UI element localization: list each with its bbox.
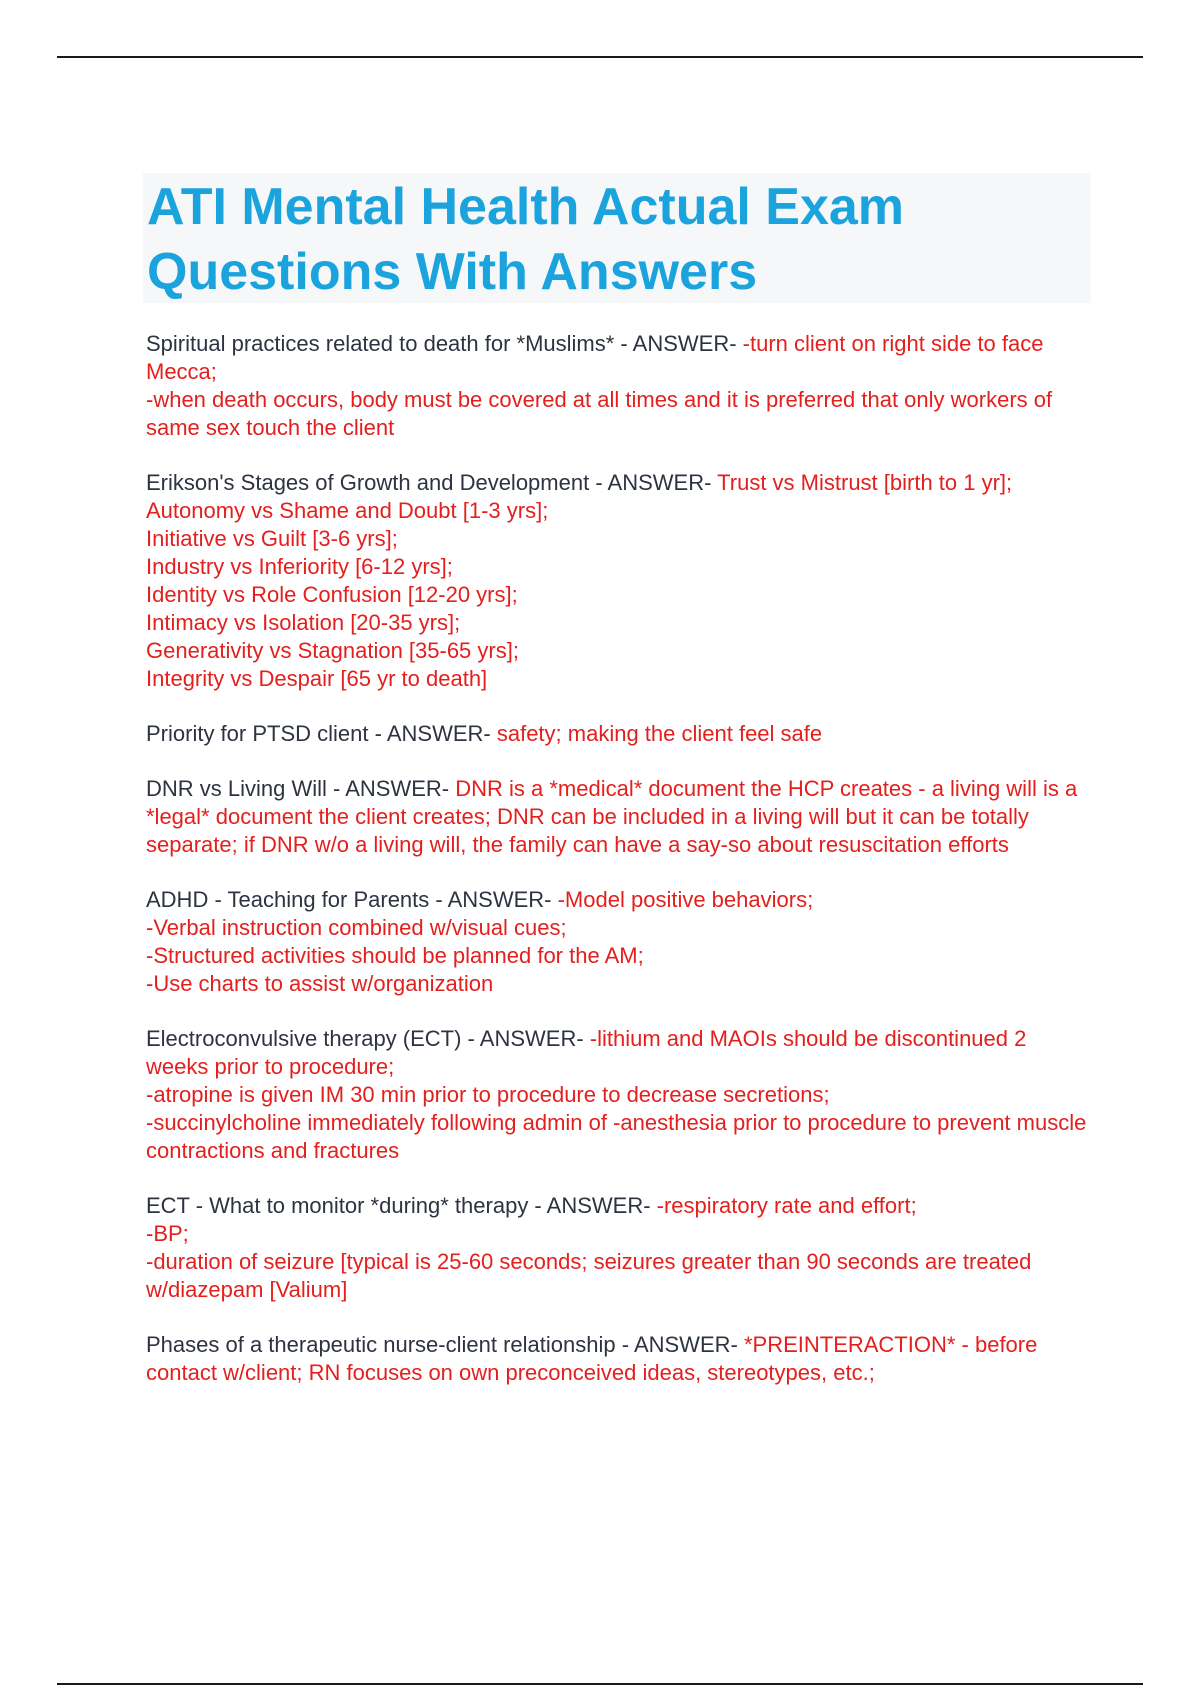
qa-item	[146, 1025, 1091, 1165]
qa-item	[146, 330, 1091, 442]
qa-item	[146, 886, 1091, 998]
footer-rule	[57, 1683, 1143, 1685]
answer-text: -turn client on right side to face Mecca; -when death occurs, body must be covered at all times and it is preferred that only workers of same sex touch the client	[146, 331, 1053, 440]
question-text: Priority for PTSD client - ANSWER-	[146, 721, 497, 746]
qa-item	[146, 1192, 1091, 1304]
header-rule	[57, 56, 1143, 58]
question-text: Spiritual practices related to death for *Muslims* - ANSWER-	[146, 331, 743, 356]
question-text: ECT - What to monitor *during* therapy - ANSWER-	[146, 1193, 657, 1218]
answer-text: -Model positive behaviors; -Verbal instruction combined w/visual cues; -Structured activities should be planned for the AM; -Use charts to assist w/organization	[146, 887, 814, 996]
question-text: Phases of a therapeutic nurse-client relationship - ANSWER-	[146, 1332, 744, 1357]
question-text: Electroconvulsive therapy (ECT) - ANSWER-	[146, 1026, 590, 1051]
answer-text: -lithium and MAOIs should be discontinued 2 weeks prior to procedure; -atropine is given IM 30 min prior to procedure to decrease secretions; -succinylcholine immediately following admin of -anesthesia prior to procedure to prevent muscle contractions and fractures	[146, 1026, 1087, 1163]
qa-item	[146, 720, 1091, 748]
qa-item	[146, 775, 1091, 859]
title-block	[143, 173, 1091, 303]
answer-text: *PREINTERACTION* - before contact w/client; RN focuses on own preconceived ideas, stereotypes, etc.;	[146, 1332, 1044, 1385]
qa-list	[146, 330, 1091, 1414]
answer-text: safety; making the client feel safe	[496, 721, 823, 746]
qa-item	[146, 469, 1091, 693]
answer-text: Trust vs Mistrust [birth to 1 yr]; Autonomy vs Shame and Doubt [1-3 yrs]; Initiative vs Guilt [3-6 yrs]; Industry vs Inferiority [6-12 yrs]; Identity vs Role Confusion [12-20 yrs]; Intimacy vs Isolation [20-35 yrs]; Generativity vs Stagnation [35-65 yrs]; Integrity vs Despair [65 yr to death]	[146, 470, 1013, 691]
answer-text: DNR is a *medical* document the HCP creates - a living will is a *legal* document the client creates; DNR can be included in a living will but it can be totally separate; if DNR w/o a living will, the family can have a say-so about resuscitation efforts	[146, 776, 1084, 857]
document-title: ATI Mental Health Actual Exam Questions With Answers	[147, 178, 905, 301]
question-text: DNR vs Living Will - ANSWER-	[146, 776, 456, 801]
answer-text: -respiratory rate and effort; -BP; -duration of seizure [typical is 25-60 seconds; seizures greater than 90 seconds are treated w/diazepam [Valium]	[146, 1193, 1032, 1302]
question-text: Erikson's Stages of Growth and Development - ANSWER-	[146, 470, 718, 495]
qa-item	[146, 1331, 1091, 1387]
question-text: ADHD - Teaching for Parents - ANSWER-	[146, 887, 558, 912]
